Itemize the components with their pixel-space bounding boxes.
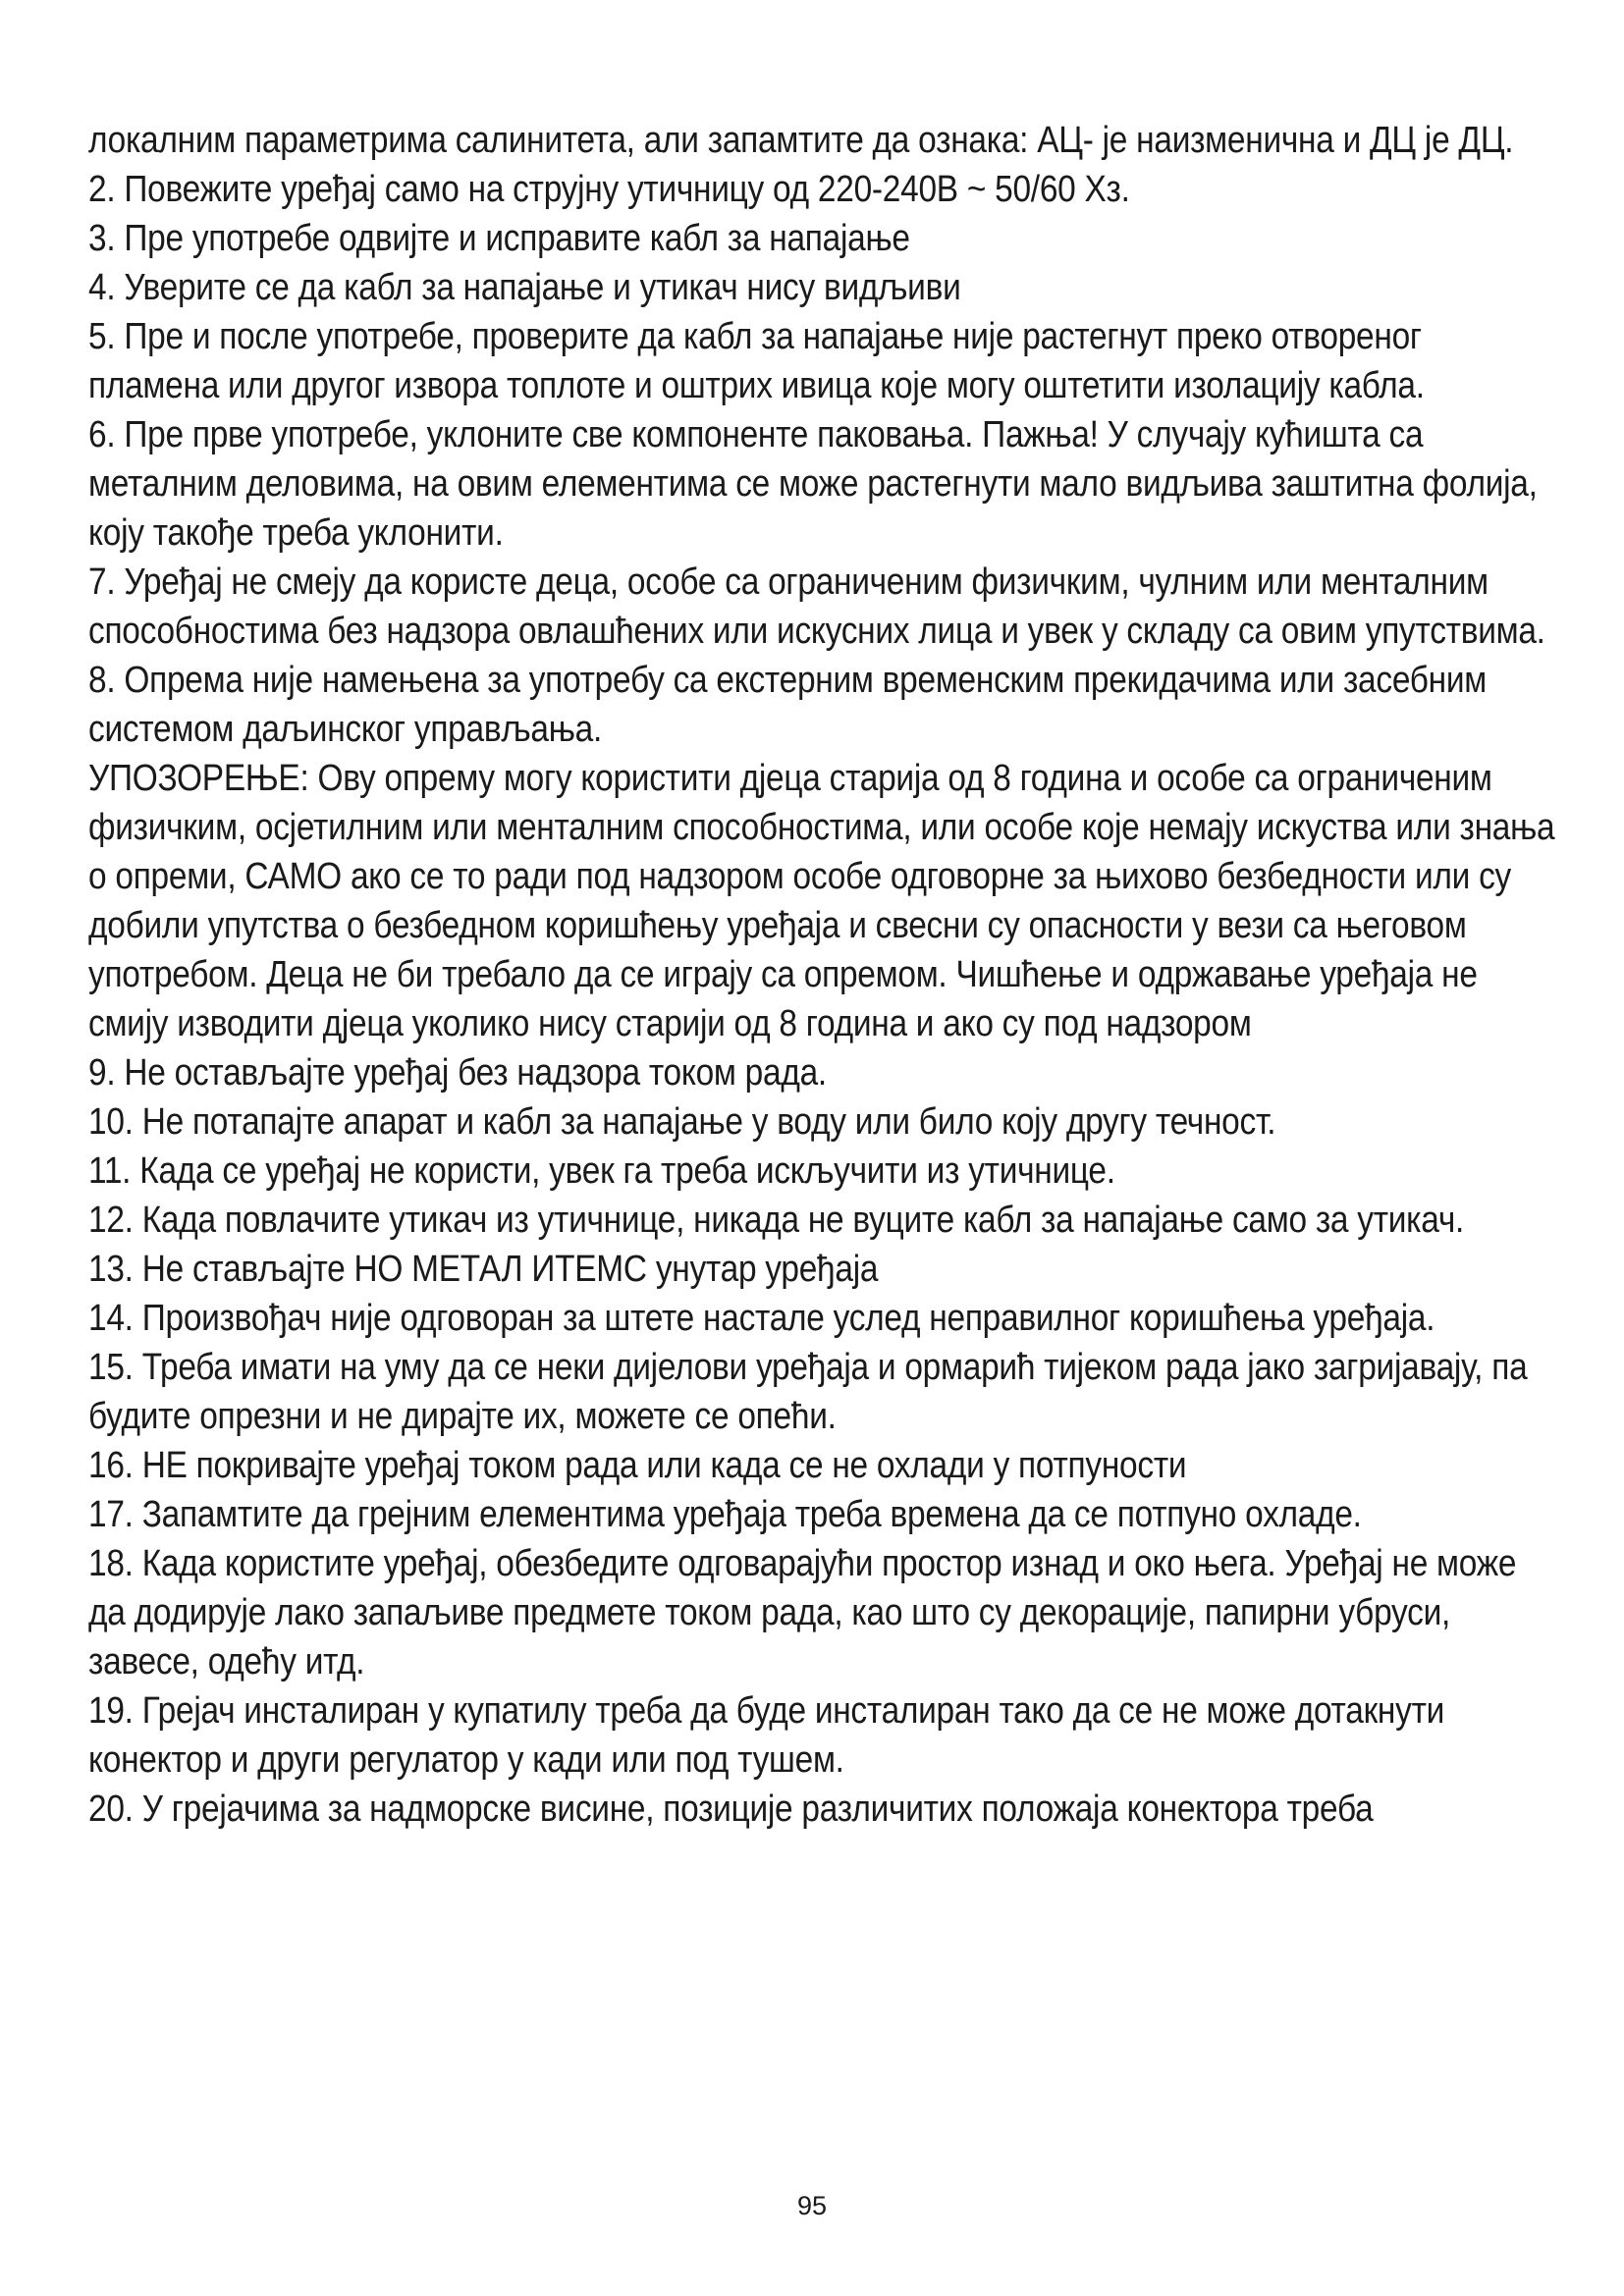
page-number: 95 [796, 2191, 828, 2220]
paragraph-warning: УПОЗОРЕЊЕ: Ову опрему могу користити дјеца старија од 8 година и особе са ограниченим физичким, осјетилним или менталним способностима, или особе које немају искуства или знања о опреми, САМО ако се то ради под надзором особе одговорне за њихово безбедности или су добили упутства о безбедном коришћењу уређаја и свесни су опасности у вези са његовом употребом. Деца не би требало да се играју са опремом. Чишћење и одржавање уређаја не смију изводити дјеца уколико нису старији од 8 година и ако су под надзором [88, 758, 1555, 1044]
paragraph-item-2: 2. Повежите уређај само на струјну утичницу од 220-240В ~ 50/60 Хз. [88, 169, 1130, 210]
paragraph-item-15: 15. Треба имати на уму да се неки дијелови уређаја и ормарић тијеком рада јако загријавају, па будите опрезни и не дирајте их, можете се опећи. [88, 1347, 1528, 1437]
paragraph-item-16: 16. НЕ покривајте уређај током рада или када се не охлади у потпуности [88, 1445, 1187, 1486]
paragraph-item-14: 14. Произвођач није одговоран за штете настале услед неправилног коришћења уређаја. [88, 1298, 1435, 1339]
paragraph-item-4: 4. Уверите се да кабл за напајање и утикач нису видљиви [88, 267, 961, 308]
paragraph-item-20: 20. У грејачима за надморске висине, позиције различитих положаја конектора треба [88, 1789, 1374, 1830]
paragraph-item-13: 13. Не стављајте НО МЕТАЛ ИТЕМС унутар уређаја [88, 1249, 879, 1290]
paragraph-item-7: 7. Уређај не смеју да користе деца, особе са ограниченим физичким, чулним или менталним способностима без надзора овлашћених или искусних лица и увек у складу са овим упутствима. [88, 561, 1545, 652]
paragraph-item-17: 17. Запамтите да грејним елементима уређаја треба времена да се потпуно охладе. [88, 1494, 1362, 1535]
paragraph-item-11: 11. Када се уређај не користи, увек га треба искључити из утичнице. [88, 1150, 1115, 1192]
paragraph-salinity-note: локалним параметрима салинитета, али запамтите да ознака: АЦ- је наизменична и ДЦ је ДЦ. [88, 120, 1514, 161]
paragraph-item-6: 6. Пре прве употребе, уклоните све компоненте паковања. Пажња! У случају кућишта са металним деловима, на овим елементима се може растегнути мало видљива заштитна фолија, коју такође треба уклонити. [88, 414, 1538, 554]
paragraph-item-9: 9. Не остављајте уређај без надзора током рада. [88, 1052, 827, 1094]
paragraph-item-8: 8. Опрема није намењена за употребу са екстерним временским прекидачима или засебним системом даљинског управљања. [88, 660, 1488, 750]
paragraph-item-19: 19. Грејач инсталиран у купатилу треба да буде инсталиран тако да се не може дотакнути конектор и други регулатор у кади или под тушем. [88, 1690, 1445, 1781]
paragraph-item-12: 12. Када повлачите утикач из утичнице, никада не вуците кабл за напајање само за утикач. [88, 1200, 1465, 1241]
paragraph-item-10: 10. Не потапајте апарат и кабл за напајање у воду или било коју другу течност. [88, 1101, 1276, 1143]
paragraph-item-5: 5. Пре и после употребе, проверите да кабл за напајање није растегнут преко отвореног пламена или другог извора топлоте и оштрих ивица које могу оштетити изолацију кабла. [88, 316, 1425, 406]
document-body [88, 116, 1557, 1834]
paragraph-item-3: 3. Пре употребе одвијте и исправите кабл за напајање [88, 218, 910, 259]
paragraph-item-18: 18. Када користите уређај, обезбедите одговарајући простор изнад и око њега. Уређај не може да додирује лако запаљиве предмете током рада, као што су декорације, папирни убруси, завесе, одећу итд. [88, 1543, 1517, 1682]
